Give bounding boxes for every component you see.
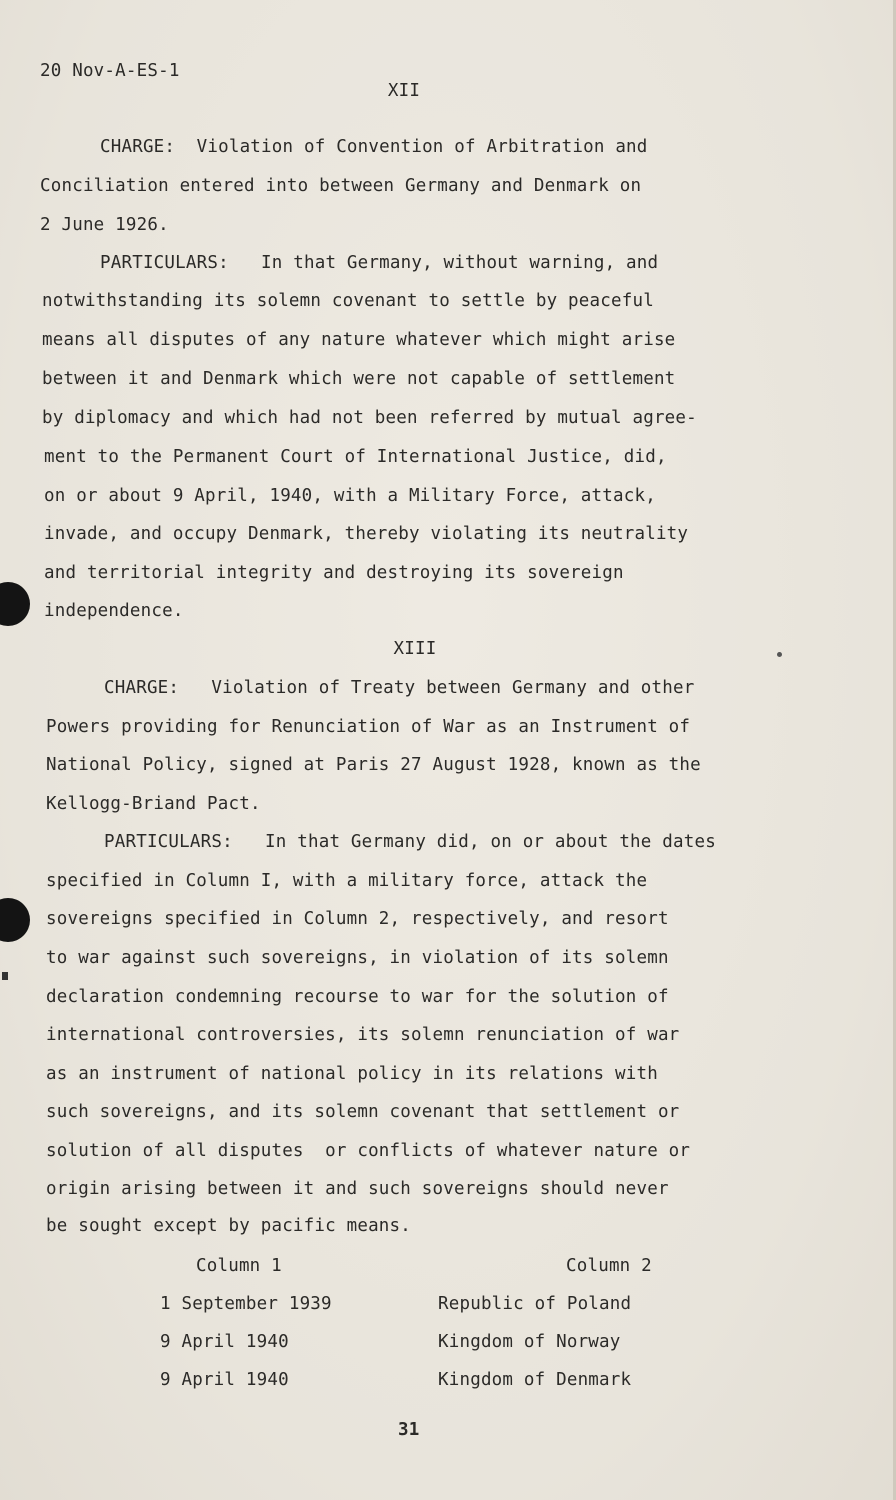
xii-particulars-line: on or about 9 April, 1940, with a Military Force, attack, [44,486,656,506]
xiii-charge-line: Powers providing for Renunciation of War as an Instrument of [46,717,691,737]
xiii-particulars-line: PARTICULARS: In that Germany did, on or about the dates [104,832,716,852]
table-row-date: 1 September 1939 [160,1294,332,1314]
margin-mark [2,972,8,980]
punch-hole [0,898,30,942]
document-reference: 20 Nov-A-ES-1 [40,61,180,81]
xii-particulars-line: notwithstanding its solemn covenant to settle by peaceful [42,291,654,311]
xiii-particulars-line: origin arising between it and such sovereigns should never [46,1179,669,1199]
table-header-column-2: Column 2 [566,1256,652,1276]
xiii-charge-line: CHARGE: Violation of Treaty between Germany and other [104,678,695,698]
xiii-particulars-line: declaration condemning recourse to war for the solution of [46,987,669,1007]
table-row-date: 9 April 1940 [160,1332,289,1352]
xiii-particulars-line: solution of all disputes or conflicts of whatever nature or [46,1141,691,1161]
table-row-sovereign: Kingdom of Norway [438,1332,621,1352]
table-row-sovereign: Republic of Poland [438,1294,632,1314]
xii-particulars-line: independence. [44,601,184,621]
xii-particulars-line: and territorial integrity and destroying its sovereign [44,563,624,583]
page-number: 31 [398,1420,420,1440]
xiii-particulars-line: to war against such sovereigns, in violation of its solemn [46,948,669,968]
xiii-particulars-line: sovereigns specified in Column 2, respectively, and resort [46,909,669,929]
xiii-particulars-line: international controversies, its solemn renunciation of war [46,1025,680,1045]
xiii-charge-line: National Policy, signed at Paris 27 August 1928, known as the [46,755,701,775]
xii-particulars-line: by diplomacy and which had not been referred by mutual agree- [42,408,697,428]
xii-charge-line: CHARGE: Violation of Convention of Arbitration and [100,137,648,157]
xiii-particulars-line: as an instrument of national policy in its relations with [46,1064,658,1084]
xii-charge-line: 2 June 1926. [40,215,169,235]
xiii-particulars-line: be sought except by pacific means. [46,1216,412,1236]
table-row-date: 9 April 1940 [160,1370,289,1390]
xii-charge-line: Conciliation entered into between Germany and Denmark on [40,176,642,196]
section-numeral-xii: XII [387,81,421,101]
xii-particulars-line: PARTICULARS: In that Germany, without warning, and [100,253,659,273]
xii-particulars-line: between it and Denmark which were not capable of settlement [42,369,676,389]
section-numeral-xiii: XIII [393,639,437,659]
xiii-particulars-line: specified in Column I, with a military force, attack the [46,871,648,891]
xiii-charge-line: Kellogg-Briand Pact. [46,794,261,814]
punch-hole [0,582,30,626]
table-row-sovereign: Kingdom of Denmark [438,1370,632,1390]
xiii-particulars-line: such sovereigns, and its solemn covenant that settlement or [46,1102,680,1122]
xii-particulars-line: means all disputes of any nature whatever which might arise [42,330,676,350]
xii-particulars-line: invade, and occupy Denmark, thereby violating its neutrality [44,524,689,544]
table-header-column-1: Column 1 [196,1256,282,1276]
xii-particulars-line: ment to the Permanent Court of International Justice, did, [44,447,667,467]
